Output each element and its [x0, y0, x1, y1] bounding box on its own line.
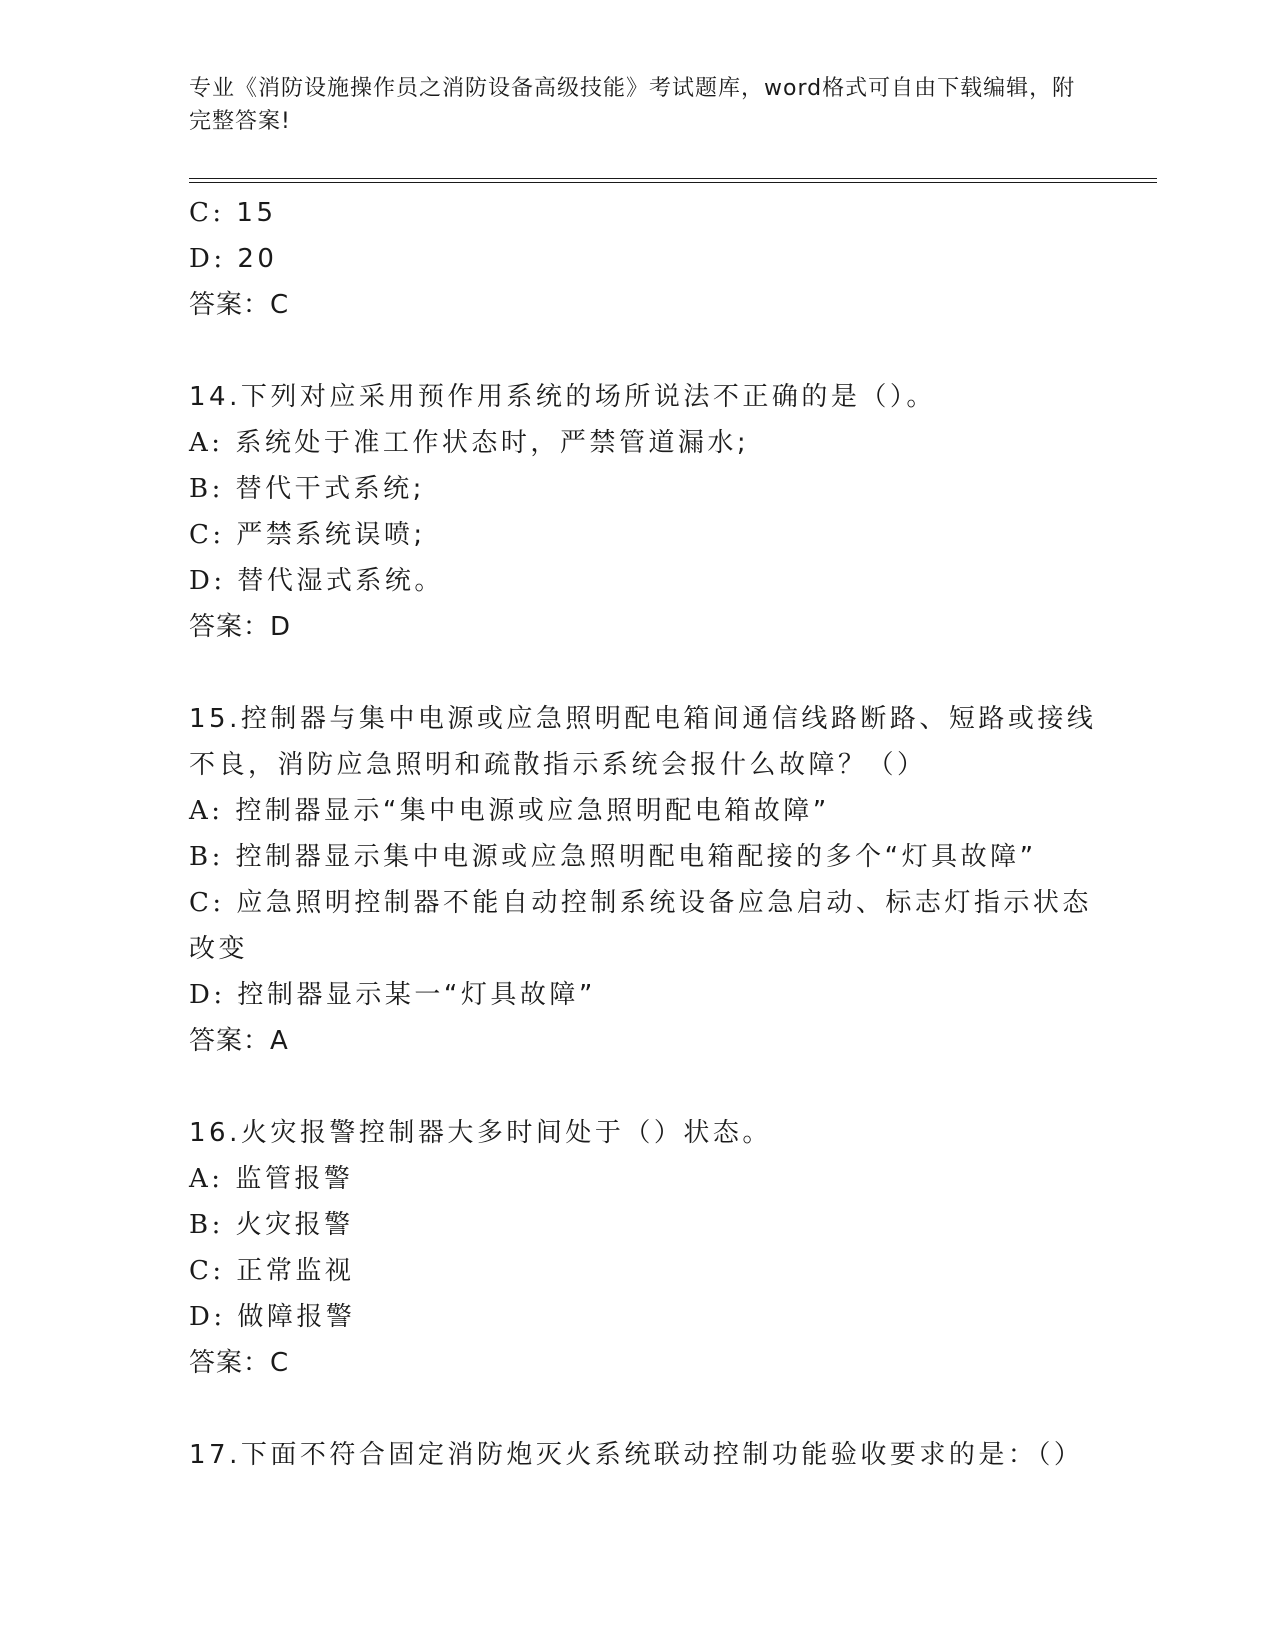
question-list [189, 190, 1097, 1478]
question-stem-line-1: 15.控制器与集中电源或应急照明配电箱间通信线路断路、短路或接线 [189, 704, 1097, 734]
page-header [189, 72, 1089, 138]
question-stem: 17.下面不符合固定消防炮灭火系统联动控制功能验收要求的是：（） [189, 1440, 1084, 1470]
answer: 答案：D [189, 612, 292, 642]
option-b: B: 控制器显示集中电源或应急照明配电箱配接的多个“灯具故障” [189, 842, 1037, 872]
header-text: 专业《消防设施操作员之消防设备高级技能》考试题库，word格式可自由下载编辑，附完整答案! [189, 76, 1076, 134]
answer: 答案：A [189, 1026, 289, 1056]
question-stem: 16.火灾报警控制器大多时间处于（）状态。 [189, 1118, 772, 1148]
header-divider-bottom [189, 182, 1157, 183]
question-15 [189, 696, 1097, 1064]
option-b: B: 替代干式系统; [189, 474, 425, 504]
question-16 [189, 1110, 1089, 1386]
option-a: A: 监管报警 [189, 1164, 354, 1194]
option-d: D: 控制器显示某一“灯具故障” [189, 980, 596, 1010]
question-stem-line-2: 不良，消防应急照明和疏散指示系统会报什么故障？（） [189, 750, 927, 780]
option-a: A: 控制器显示“集中电源或应急照明配电箱故障” [189, 796, 830, 826]
header-divider-top [189, 178, 1157, 179]
option-c: C: 应急照明控制器不能自动控制系统设备应急启动、标志灯指示状态 [189, 888, 1092, 918]
question-17 [189, 1432, 1089, 1478]
option-c: C: 严禁系统误喷; [189, 520, 426, 550]
prev-question [189, 190, 1089, 328]
option-b: B: 火灾报警 [189, 1210, 354, 1240]
answer: 答案：C [189, 1348, 290, 1378]
option-d: D: 做障报警 [189, 1302, 356, 1332]
question-stem: 14.下列对应采用预作用系统的场所说法不正确的是（）。 [189, 382, 936, 412]
option-c: C: 15 [189, 198, 277, 228]
option-c-continued: 改变 [189, 934, 249, 964]
option-c: C: 正常监视 [189, 1256, 355, 1286]
question-14 [189, 374, 1089, 650]
option-d: D: 替代湿式系统。 [189, 566, 444, 596]
answer: 答案：C [189, 290, 290, 320]
option-d: D: 20 [189, 244, 278, 274]
option-a: A: 系统处于准工作状态时，严禁管道漏水; [189, 428, 750, 458]
